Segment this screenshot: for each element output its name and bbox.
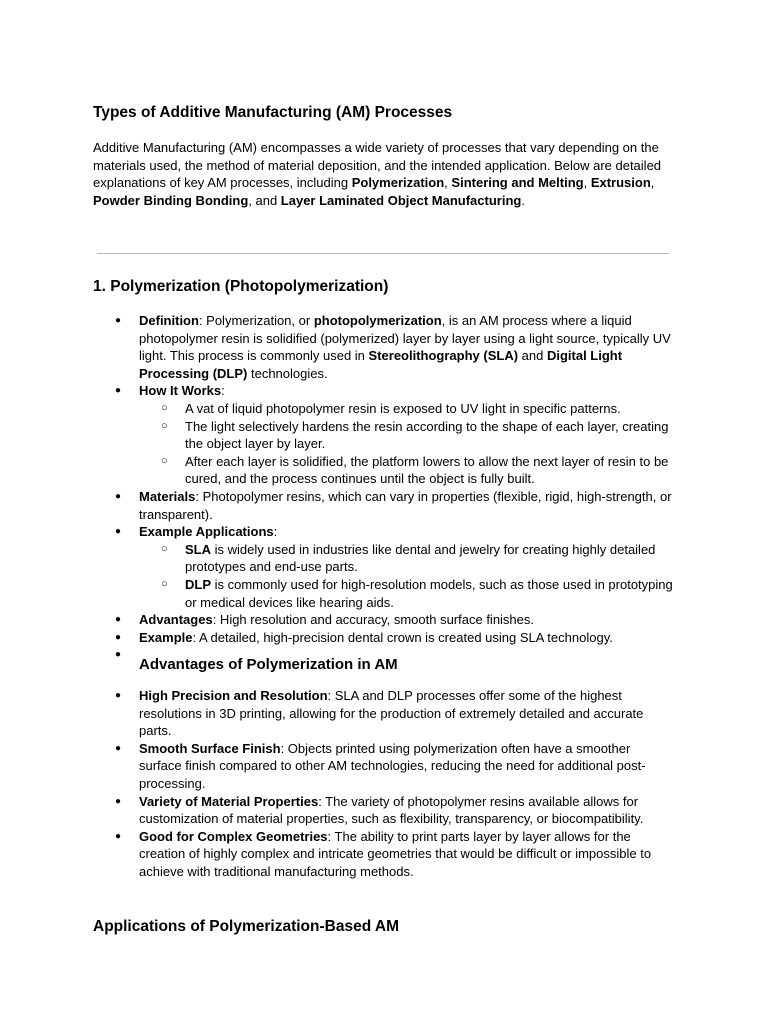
definition-bold-dlp: Digital Light Processing (DLP) <box>139 348 623 381</box>
definition-label: Definition <box>139 313 199 328</box>
how-it-works-steps <box>139 400 674 488</box>
intro-paragraph <box>93 139 683 209</box>
how-it-works-label: How It Works <box>139 383 222 399</box>
advantages-text: : High resolution and accuracy, smooth surface finishes. <box>212 612 535 628</box>
example-label: Example <box>139 629 193 645</box>
list-item-step: ○ After each layer is solidified, the platform lowers to allow the next layer of resin to be cured, and the process continues until the object is fully built. <box>185 453 674 488</box>
list-item-example-applications <box>139 523 674 611</box>
example-applications-label: Example Applications <box>139 524 274 540</box>
definition-text: , is an AM process where a liquid photopolymer resin is solidified (polymerized) layer by layer using a light source, typically UV light. This process is commonly used in <box>139 313 671 364</box>
advantage-label: High Precision and Resolution <box>139 688 328 703</box>
intro-text: , <box>583 175 591 191</box>
intro-text: , <box>650 175 655 191</box>
definition-text: and <box>518 348 547 364</box>
advantages-bullet-list <box>139 687 674 881</box>
advantage-label: Smooth Surface Finish <box>139 740 281 756</box>
definition-text: technologies. <box>247 365 328 381</box>
advantage-text: : The ability to print parts layer by layer allows for the creation of highly complex and intricate geometries that would be difficult or impossible to achieve with traditional manufacturing methods. <box>139 828 652 879</box>
list-item-definition <box>139 312 674 382</box>
dlp-text: is commonly used for high-resolution models, such as those used in prototyping or medical devices like hearing aids. <box>185 576 673 610</box>
list-item-step: ○ A vat of liquid photopolymer resin is exposed to UV light in specific patterns. <box>185 400 674 418</box>
list-item-dlp <box>185 576 674 611</box>
intro-text: , and <box>248 192 281 208</box>
sla-text: is widely used in industries like dental and jewelry for creating highly detailed prototypes and end-use parts. <box>185 541 656 575</box>
advantage-label: Good for Complex Geometries <box>139 828 328 844</box>
subsection-heading-advantages: Advantages of Polymerization in AM <box>139 656 398 673</box>
intro-text: . <box>521 192 525 208</box>
intro-bold-powder-binding: Powder Binding Bonding <box>93 192 249 208</box>
definition-bold-sla: Stereolithography (SLA) <box>368 348 519 364</box>
advantages-label: Advantages <box>139 612 213 628</box>
intro-bold-extrusion: Extrusion <box>590 175 651 191</box>
list-item-advantages <box>139 611 674 629</box>
advantage-label: Variety of Material Properties <box>139 793 319 809</box>
list-item-step: ○ The light selectively hardens the resin according to the shape of each layer, creating the object layer by layer. <box>185 418 674 453</box>
page-title: Types of Additive Manufacturing (AM) Processes <box>93 104 453 121</box>
section-title-applications: Applications of Polymerization-Based AM <box>93 918 400 935</box>
intro-bold-sintering: Sintering and Melting <box>451 175 584 191</box>
materials-label: Materials <box>139 488 196 504</box>
sla-label: SLA <box>185 541 211 557</box>
list-item-advantage <box>139 793 674 828</box>
intro-text: , <box>444 175 452 191</box>
example-text: : A detailed, high-precision dental crown is created using SLA technology. <box>192 629 613 645</box>
materials-text: : Photopolymer resins, which can vary in properties (flexible, rigid, high-strength, or transparent). <box>139 488 672 522</box>
section-title-polymerization: 1. Polymerization (Photopolymerization) <box>93 278 389 295</box>
list-item-advantage <box>139 687 674 740</box>
definition-text: : Polymerization, or <box>198 313 314 328</box>
polymerization-bullet-list <box>139 312 674 664</box>
list-item-example <box>139 629 674 647</box>
list-item-materials <box>139 488 674 523</box>
list-item-sla <box>185 541 674 576</box>
advantage-text: : SLA and DLP processes offer some of the highest resolutions in 3D printing, allowing for the production of extremely detailed and accurate parts. <box>139 688 644 739</box>
advantage-text: : The variety of photopolymer resins available allows for customization of material properties, such as flexibility, transparency, or biocompatibility. <box>139 793 644 827</box>
list-item-advantage <box>139 740 674 793</box>
list-item-advantage <box>139 828 674 881</box>
list-item-how-it-works <box>139 382 674 488</box>
intro-bold-laminated: Layer Laminated Object Manufacturing <box>280 192 522 208</box>
horizontal-divider <box>97 253 669 254</box>
how-it-works-colon: : <box>221 383 225 399</box>
dlp-label: DLP <box>185 576 211 592</box>
intro-bold-polymerization: Polymerization <box>351 175 445 191</box>
example-applications-list <box>139 541 674 611</box>
definition-bold-term: photopolymerization <box>313 313 442 328</box>
advantage-text: : Objects printed using polymerization often have a smoother surface finish compared to other AM technologies, reducing the need for additional post-processing. <box>139 740 646 791</box>
intro-text: Additive Manufacturing (AM) encompasses a wide variety of processes that vary depending on the materials used, the method of material deposition, and the intended application. Below are detailed explanations of key AM processes, including <box>93 140 662 191</box>
example-applications-colon: : <box>273 524 278 540</box>
